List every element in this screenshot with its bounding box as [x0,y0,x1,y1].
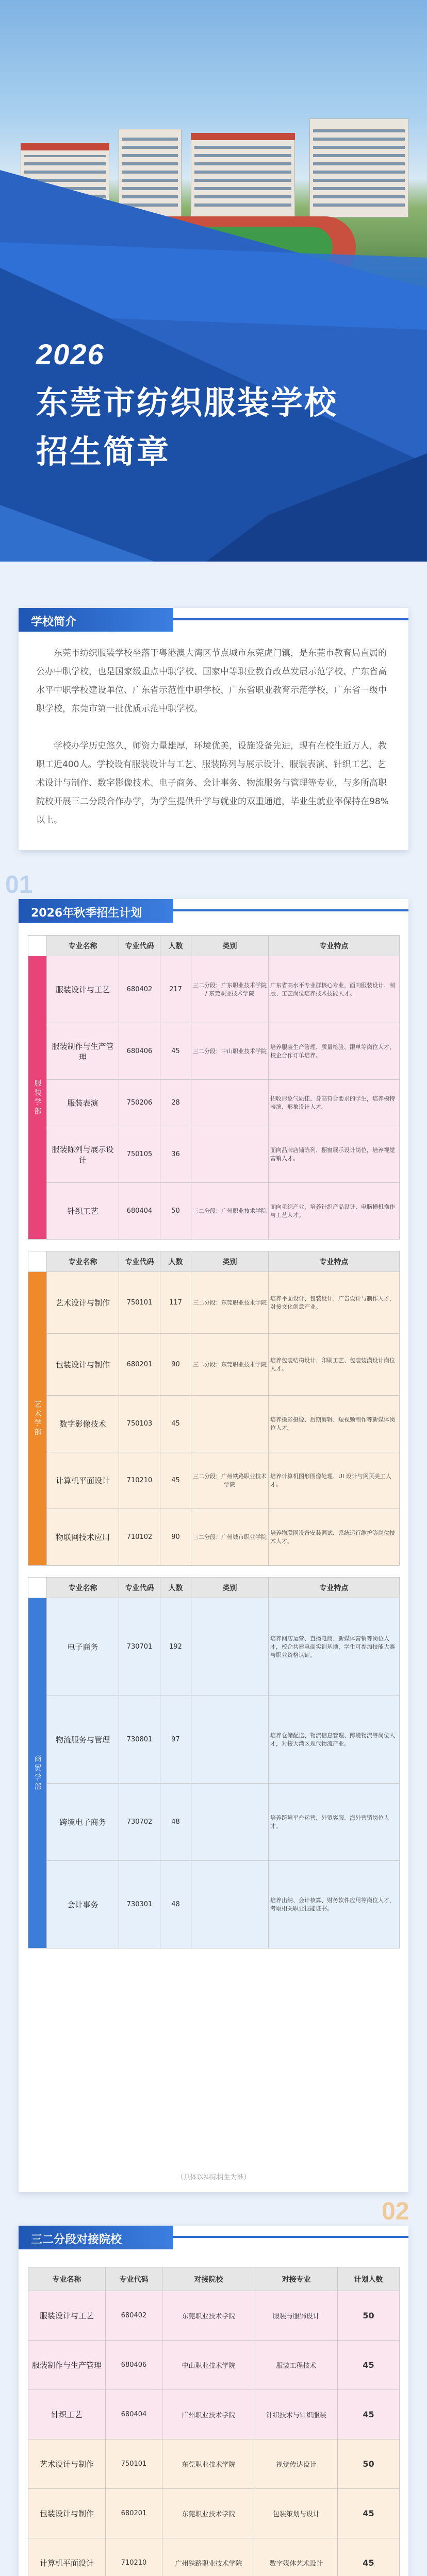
plan-table [28,935,400,1240]
coop-school: 东莞职业技术学院 [162,2439,255,2489]
coop-target-major: 针织技术与针织服装 [255,2390,338,2439]
major-name: 会计事务 [47,1861,119,1948]
major-name: 跨境电子商务 [47,1784,119,1861]
major-feature: 培养仓储配送、物流信息管理、跨境物流等岗位人才，对接大湾区现代物流产业。 [269,1696,400,1784]
group-label-cell [28,1598,47,1948]
major-feature: 面向品牌店铺陈列、橱窗展示设计岗位，培养视觉营销人才。 [269,1126,400,1183]
plan-row [28,1396,400,1452]
plan-table [28,1251,400,1566]
group-label: 艺术学部 [33,1400,42,1437]
major-code: 730801 [119,1696,160,1784]
major-feature: 培养摄影摄像、后期剪辑、短视频制作等新媒体岗位人才。 [269,1396,400,1452]
major-name: 艺术设计与制作 [47,1272,119,1334]
major-name: 服装设计与工艺 [47,956,119,1023]
coop-major-name: 服装制作与生产管理 [28,2341,106,2390]
major-code: 680404 [119,1183,160,1240]
coop-count: 50 [338,2439,400,2489]
plan-section [19,899,408,2192]
plan-tables [28,935,399,1960]
coop-row [28,2439,400,2489]
major-name: 计算机平面设计 [47,1452,119,1509]
coop-col-header: 对接院校 [162,2267,255,2291]
major-count: 90 [160,1334,191,1396]
major-category [191,1396,269,1452]
coop-count: 45 [338,2538,400,2576]
major-code: 750206 [119,1080,160,1126]
major-feature: 培养物联网设备安装调试、系统运行维护等岗位技术人才。 [269,1509,400,1566]
coop-header-row [28,2267,400,2291]
group-label: 服装学部 [33,1079,42,1116]
coop-target-major: 服装与服饰设计 [255,2291,338,2341]
plan-row [28,1452,400,1509]
major-count: 28 [160,1080,191,1126]
coop-col-header: 专业代码 [106,2267,162,2291]
plan-col-header: 类别 [191,1251,269,1272]
major-category [191,1598,269,1696]
plan-header-row [28,936,400,956]
coop-school: 广州铁路职业技术学院 [162,2538,255,2576]
plan-table [28,1577,400,1948]
plan-col-header: 专业特点 [269,1251,400,1272]
coop-target-major: 服装工程技术 [255,2341,338,2390]
major-count: 192 [160,1598,191,1696]
major-feature: 培养平面设计、包装设计、广告设计与制作人才，对接文化创意产业。 [269,1272,400,1334]
coop-row [28,2291,400,2341]
major-code: 680406 [119,1023,160,1080]
plan-row [28,1023,400,1080]
major-name: 服装陈列与展示设计 [47,1126,119,1183]
plan-col-header: 类别 [191,936,269,956]
group-label: 商贸学部 [33,1754,42,1792]
major-count: 45 [160,1023,191,1080]
major-category: 三二分段：广东职业技术学院 / 东莞职业技术学院 [191,956,269,1023]
major-code: 710102 [119,1509,160,1566]
major-code: 730702 [119,1784,160,1861]
intro-paragraph-2: 学校办学历史悠久，师资力量雄厚，环境优美，设施设备先进，现有在校生近万人，教职工近400人。学校设有服装设计与工艺、服装陈列与展示设计、服装表演、针织工艺、艺术设计与制作、数字影像技术、电子商务、会计事务、物流服务与管理等专业，与多所高职院校开展三二分段合作办学，为学生提供升学与就业的双重通道，毕业生就业率保持在98%以上。 [36,741,389,825]
hero-title [36,337,338,472]
group-label-cell [28,956,47,1240]
plan-col-header: 专业名称 [47,936,119,956]
major-category: 三二分段：广州城市职业学院 [191,1509,269,1566]
coop-major-name: 计算机平面设计 [28,2538,106,2576]
plan-col-header: 人数 [160,936,191,956]
major-count: 36 [160,1126,191,1183]
plan-col-header: 专业特点 [269,1578,400,1598]
major-name: 服装制作与生产管理 [47,1023,119,1080]
major-feature: 招收形象气质佳、身高符合要求的学生，培养模特表演、形象设计人才。 [269,1080,400,1126]
school-name: 东莞市纺织服装学校 [36,385,338,421]
hero-year: 2026 [36,338,105,370]
major-name: 数字影像技术 [47,1396,119,1452]
coop-major-code: 680406 [106,2341,162,2390]
intro-section [19,608,408,850]
plan-header [19,899,408,923]
major-category: 三二分段：东莞职业技术学院 [191,1334,269,1396]
coop-target-major: 视觉传达设计 [255,2439,338,2489]
coop-col-header: 对接专业 [255,2267,338,2291]
coop-count: 50 [338,2291,400,2341]
coop-count: 45 [338,2390,400,2439]
coop-header [19,2226,408,2249]
coop-school: 中山职业技术学院 [162,2341,255,2390]
major-feature: 培养跨境平台运营、外贸客服、海外营销岗位人才。 [269,1784,400,1861]
plan-row [28,1126,400,1183]
major-name: 物流服务与管理 [47,1696,119,1784]
coop-major-name: 服装设计与工艺 [28,2291,106,2341]
plan-header-row [28,1578,400,1598]
major-count: 117 [160,1272,191,1334]
coop-school: 东莞职业技术学院 [162,2489,255,2538]
major-code: 710210 [119,1452,160,1509]
section-number: 02 [382,2198,409,2225]
coop-col-header: 专业名称 [28,2267,106,2291]
coop-school: 广州职业技术学院 [162,2390,255,2439]
major-code: 730301 [119,1861,160,1948]
major-name: 电子商务 [47,1598,119,1696]
plan-row [28,956,400,1023]
major-name: 物联网技术应用 [47,1509,119,1566]
major-category [191,1861,269,1948]
plan-row [28,1272,400,1334]
coop-row [28,2341,400,2390]
plan-row [28,1784,400,1861]
coop-count: 45 [338,2341,400,2390]
coop-target-major: 数字媒体艺术设计 [255,2538,338,2576]
major-count: 48 [160,1784,191,1861]
plan-title: 2026年秋季招生计划 [31,907,142,920]
major-name: 包装设计与制作 [47,1334,119,1396]
major-name: 针织工艺 [47,1183,119,1240]
coop-target-major: 包装策划与设计 [255,2489,338,2538]
intro-title: 学校简介 [31,616,77,629]
coop-row [28,2390,400,2439]
coop-col-header: 计划人数 [338,2267,400,2291]
major-count: 45 [160,1452,191,1509]
major-feature: 培养出纳、会计核算、财务软件应用等岗位人才，考取相关职业技能证书。 [269,1861,400,1948]
coop-count: 45 [338,2489,400,2538]
major-count: 50 [160,1183,191,1240]
major-code: 680201 [119,1334,160,1396]
major-count: 90 [160,1509,191,1566]
plan-col-header: 人数 [160,1578,191,1598]
plan-col-header: 专业代码 [119,936,160,956]
intro-header [19,608,408,632]
major-feature: 培养包装结构设计、印刷工艺、包装装潢设计岗位人才。 [269,1334,400,1396]
major-code: 730701 [119,1598,160,1696]
major-feature: 面向毛织产业，培养针织产品设计、电脑横机操作与工艺人才。 [269,1183,400,1240]
coop-major-code: 750101 [106,2439,162,2489]
major-feature: 培养服装生产管理、质量检验、跟单等岗位人才，校企合作订单培养。 [269,1023,400,1080]
coop-major-name: 针织工艺 [28,2390,106,2439]
major-category: 三二分段：东莞职业技术学院 [191,1272,269,1334]
brochure-subtitle: 招生简章 [36,434,171,470]
coop-title: 三二分段对接院校 [31,2233,122,2246]
coop-major-code: 680201 [106,2489,162,2538]
major-category [191,1696,269,1784]
coop-major-code: 680404 [106,2390,162,2439]
plan-row [28,1509,400,1566]
plan-col-header: 专业代码 [119,1251,160,1272]
major-feature: 广东省高水平专业群核心专业，面向服装设计、制版、工艺岗位培养技术技能人才。 [269,956,400,1023]
major-code: 750105 [119,1126,160,1183]
plan-col-header: 专业特点 [269,936,400,956]
hero-stripes [0,0,427,562]
plan-col-header: 类别 [191,1578,269,1598]
coop-major-code: 710210 [106,2538,162,2576]
major-category: 三二分段：广州职业技术学院 [191,1183,269,1240]
major-count: 45 [160,1396,191,1452]
plan-row [28,1334,400,1396]
coop-major-name: 包装设计与制作 [28,2489,106,2538]
major-count: 217 [160,956,191,1023]
plan-col-header: 专业代码 [119,1578,160,1598]
plan-col-header: 专业名称 [47,1578,119,1598]
coop-school: 东莞职业技术学院 [162,2291,255,2341]
major-category: 三二分段：广州铁路职业技术学院 [191,1452,269,1509]
plan-row [28,1080,400,1126]
major-name: 服装表演 [47,1080,119,1126]
group-label-cell [28,1272,47,1566]
coop-row [28,2489,400,2538]
major-category [191,1784,269,1861]
hero-banner [0,0,427,562]
plan-row [28,1183,400,1240]
major-category [191,1126,269,1183]
plan-header-row [28,1251,400,1272]
major-code: 750103 [119,1396,160,1452]
major-count: 97 [160,1696,191,1784]
plan-col-header: 专业名称 [47,1251,119,1272]
coop-major-code: 680402 [106,2291,162,2341]
major-feature: 培养网店运营、直播电商、新媒体营销等岗位人才，校企共建电商实训基地，学生可参加技能大赛与职业资格认证。 [269,1598,400,1696]
major-feature: 培养计算机图形图像处理、UI 设计与网页美工人才。 [269,1452,400,1509]
plan-row [28,1861,400,1948]
plan-row [28,1598,400,1696]
coop-major-name: 艺术设计与制作 [28,2439,106,2489]
major-category [191,1080,269,1126]
coop-row [28,2538,400,2576]
intro-paragraph-1: 东莞市纺织服装学校坐落于粤港澳大湾区节点城市东莞虎门镇，是东莞市教育局直属的公办中职学校，也是国家级重点中职学校、国家中等职业教育改革发展示范学校、广东省高水平中职学校建设单位、广东省示范性中职学校、广东省职业教育示范学校，广东省一级中职学校，东莞市第一批优质示范中职学校。 [36,648,387,714]
coop-section [19,2226,408,2576]
plan-row [28,1696,400,1784]
coop-table [28,2267,400,2576]
section-number: 01 [5,871,33,899]
plan-note: （具体以实际招生为准） [176,2174,251,2181]
major-code: 680402 [119,956,160,1023]
major-count: 48 [160,1861,191,1948]
major-category: 三二分段：中山职业技术学院 [191,1023,269,1080]
plan-col-header: 人数 [160,1251,191,1272]
major-code: 750101 [119,1272,160,1334]
